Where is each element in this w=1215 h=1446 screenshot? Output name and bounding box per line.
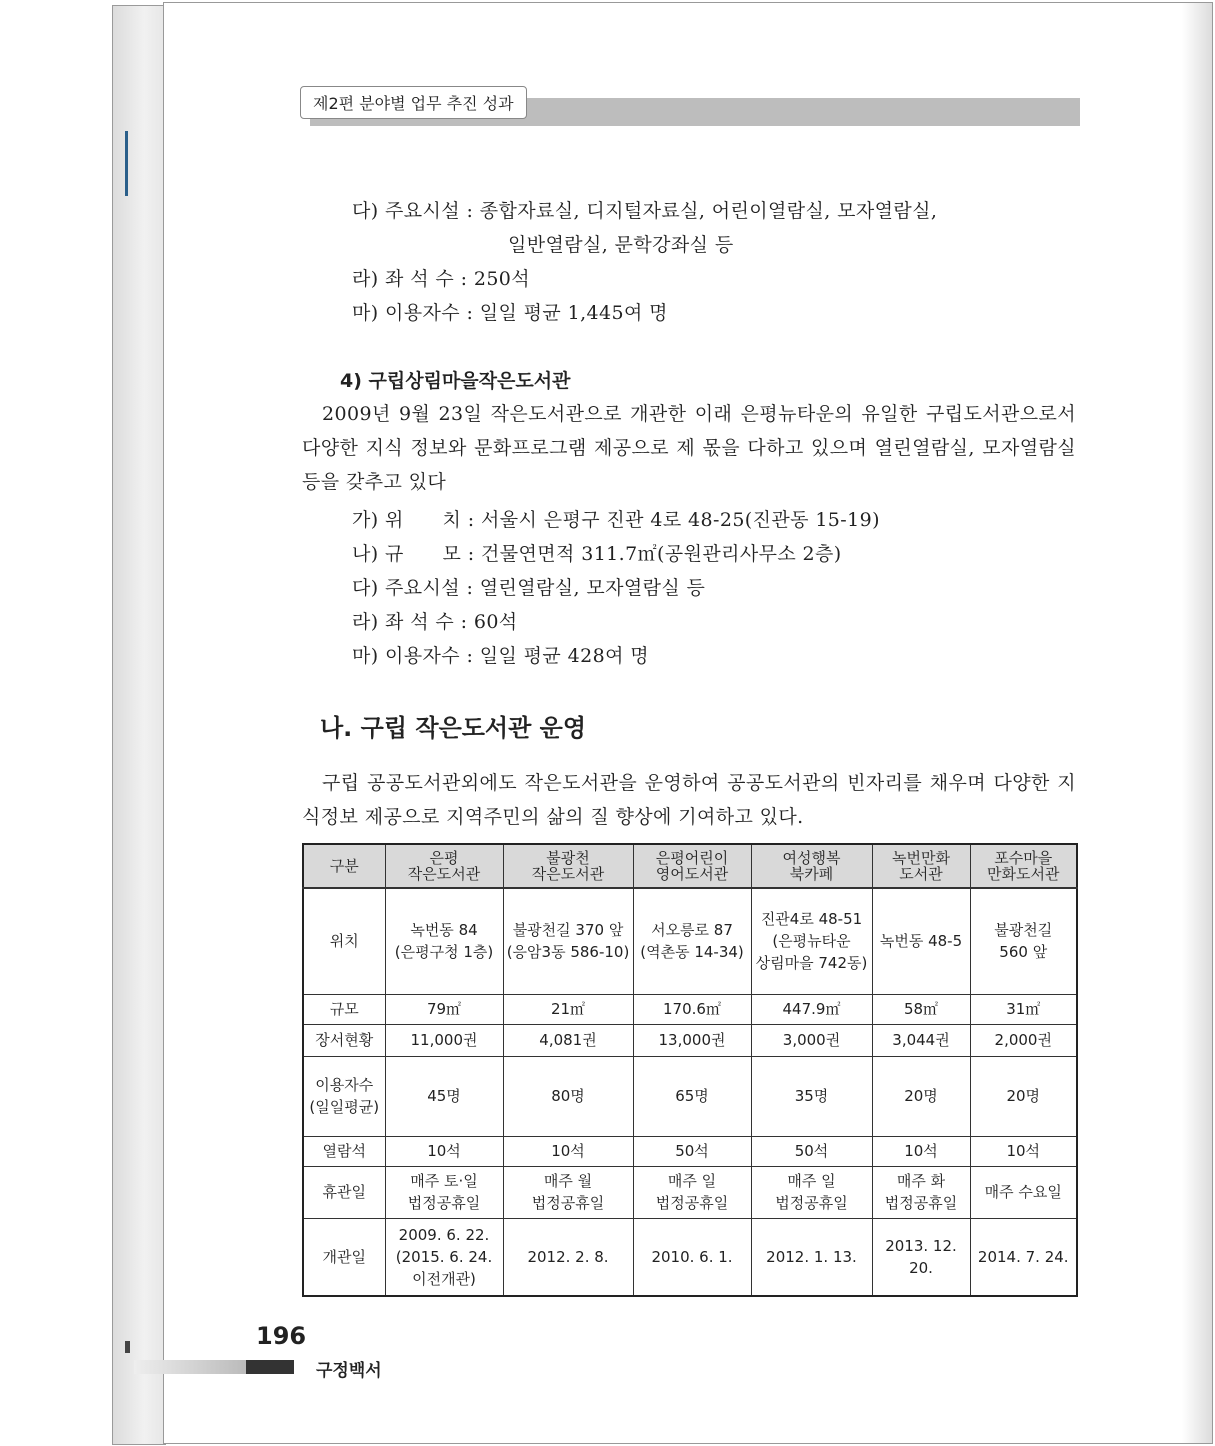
table-cell: 20명 [872,1056,970,1136]
table-cell: 불광천길 370 앞 (응암3동 586-10) [503,888,633,994]
table-cell: 170.6㎡ [633,994,751,1024]
table-cell: 2013. 12. 20. [872,1218,970,1296]
book-title: 구정백서 [316,1361,382,1381]
table-cell: 2014. 7. 24. [970,1218,1077,1296]
page-edge-shadow [1182,3,1212,1443]
section-title: 나. 구립 작은도서관 운영 [320,714,587,742]
table-row [303,1024,1077,1056]
table-cell: 진관4로 48-51 (은평뉴타운 상림마을 742동) [751,888,872,994]
info-item: 가) 위 치 : 서울시 은평구 진관 4로 48-25(진관동 15-19) [352,509,880,531]
table-cell: 80명 [503,1056,633,1136]
table-cell: 10석 [503,1136,633,1166]
row-label: 장서현황 [303,1024,385,1056]
table-cell: 31㎡ [970,994,1077,1024]
table-cell: 65명 [633,1056,751,1136]
prev-item: 마) 이용자수 : 일일 평균 1,445여 명 [352,302,668,324]
section-paragraph: 구립 공공도서관외에도 작은도서관을 운영하여 공공도서관의 빈자리를 채우며 다양한 지식정보 제공으로 지역주민의 삶의 질 향상에 기여하고 있다. [302,772,1076,828]
prev-item-continued: 일반열람실, 문학강좌실 등 [508,234,734,256]
table-cell: 불광천길 560 앞 [970,888,1077,994]
table-cell: 2012. 1. 13. [751,1218,872,1296]
table-cell: 서오릉로 87 (역촌동 14-34) [633,888,751,994]
table-cell: 2009. 6. 22. (2015. 6. 24. 이전개관) [385,1218,503,1296]
table-cell: 매주 월 법정공휴일 [503,1166,633,1218]
table-cell: 2010. 6. 1. [633,1218,751,1296]
footer-bar [134,1360,294,1374]
library-table [302,843,1078,1297]
table-cell: 매주 일 법정공휴일 [751,1166,872,1218]
table-row [303,1218,1077,1296]
table-cell: 3,044권 [872,1024,970,1056]
page-number: 196 [256,1322,307,1350]
table-cell: 21㎡ [503,994,633,1024]
table-cell: 매주 토·일 법정공휴일 [385,1166,503,1218]
table-cell: 매주 수요일 [970,1166,1077,1218]
table-header-cell: 구분 [303,844,385,888]
table-cell: 2012. 2. 8. [503,1218,633,1296]
table-header-cell: 여성행복 북카페 [751,844,872,888]
row-label: 이용자수 (일일평균) [303,1056,385,1136]
table-cell: 4,081권 [503,1024,633,1056]
table-cell: 2,000권 [970,1024,1077,1056]
table-row [303,888,1077,994]
table-row [303,1136,1077,1166]
info-item: 라) 좌 석 수 : 60석 [352,611,518,633]
table-cell: 50석 [633,1136,751,1166]
table-row [303,994,1077,1024]
table-cell: 50석 [751,1136,872,1166]
row-label: 위치 [303,888,385,994]
row-label: 규모 [303,994,385,1024]
row-label: 개관일 [303,1218,385,1296]
info-item: 마) 이용자수 : 일일 평균 428여 명 [352,645,650,667]
table-cell: 매주 화 법정공휴일 [872,1166,970,1218]
table-header-cell: 은평어린이 영어도서관 [633,844,751,888]
table-cell: 10석 [385,1136,503,1166]
table-cell: 447.9㎡ [751,994,872,1024]
table-cell: 10석 [872,1136,970,1166]
row-label: 열람석 [303,1136,385,1166]
table-cell: 20명 [970,1056,1077,1136]
subsection-paragraph: 2009년 9월 23일 작은도서관으로 개관한 이래 은평뉴타운의 유일한 구립도서관으로서 다양한 지식 정보와 문화프로그램 제공으로 제 몫을 다하고 있으며 열린열람실, 모자열람실 등을 갖추고 있다 [302,403,1076,493]
table-header-row [303,844,1077,888]
table-header-cell: 녹번만화 도서관 [872,844,970,888]
table-cell: 58㎡ [872,994,970,1024]
subsection-title: 4) 구립상림마을작은도서관 [340,370,571,392]
table-cell: 79㎡ [385,994,503,1024]
table-cell: 녹번동 84 (은평구청 1층) [385,888,503,994]
prev-item: 다) 주요시설 : 종합자료실, 디지털자료실, 어린이열람실, 모자열람실, [352,200,938,222]
info-item: 나) 규 모 : 건물연면적 311.7㎡(공원관리사무소 2층) [352,543,842,565]
table-cell: 10석 [970,1136,1077,1166]
book-spine-edge [112,5,166,1445]
table-cell: 11,000권 [385,1024,503,1056]
table-cell: 35명 [751,1056,872,1136]
table-header-cell: 포수마을 만화도서관 [970,844,1077,888]
table-row [303,1166,1077,1218]
spine-mark [125,1341,130,1353]
row-label: 휴관일 [303,1166,385,1218]
table-header-cell: 은평 작은도서관 [385,844,503,888]
table-cell: 45명 [385,1056,503,1136]
spine-accent-stripe [125,131,128,196]
table-cell: 녹번동 48-5 [872,888,970,994]
table-cell: 매주 일 법정공휴일 [633,1166,751,1218]
table-cell: 3,000권 [751,1024,872,1056]
info-item: 다) 주요시설 : 열린열람실, 모자열람실 등 [352,577,706,599]
table-cell: 13,000권 [633,1024,751,1056]
chapter-tab: 제2편 분야별 업무 추진 성과 [300,86,527,119]
prev-item: 라) 좌 석 수 : 250석 [352,268,531,290]
table-header-cell: 불광천 작은도서관 [503,844,633,888]
table-row [303,1056,1077,1136]
